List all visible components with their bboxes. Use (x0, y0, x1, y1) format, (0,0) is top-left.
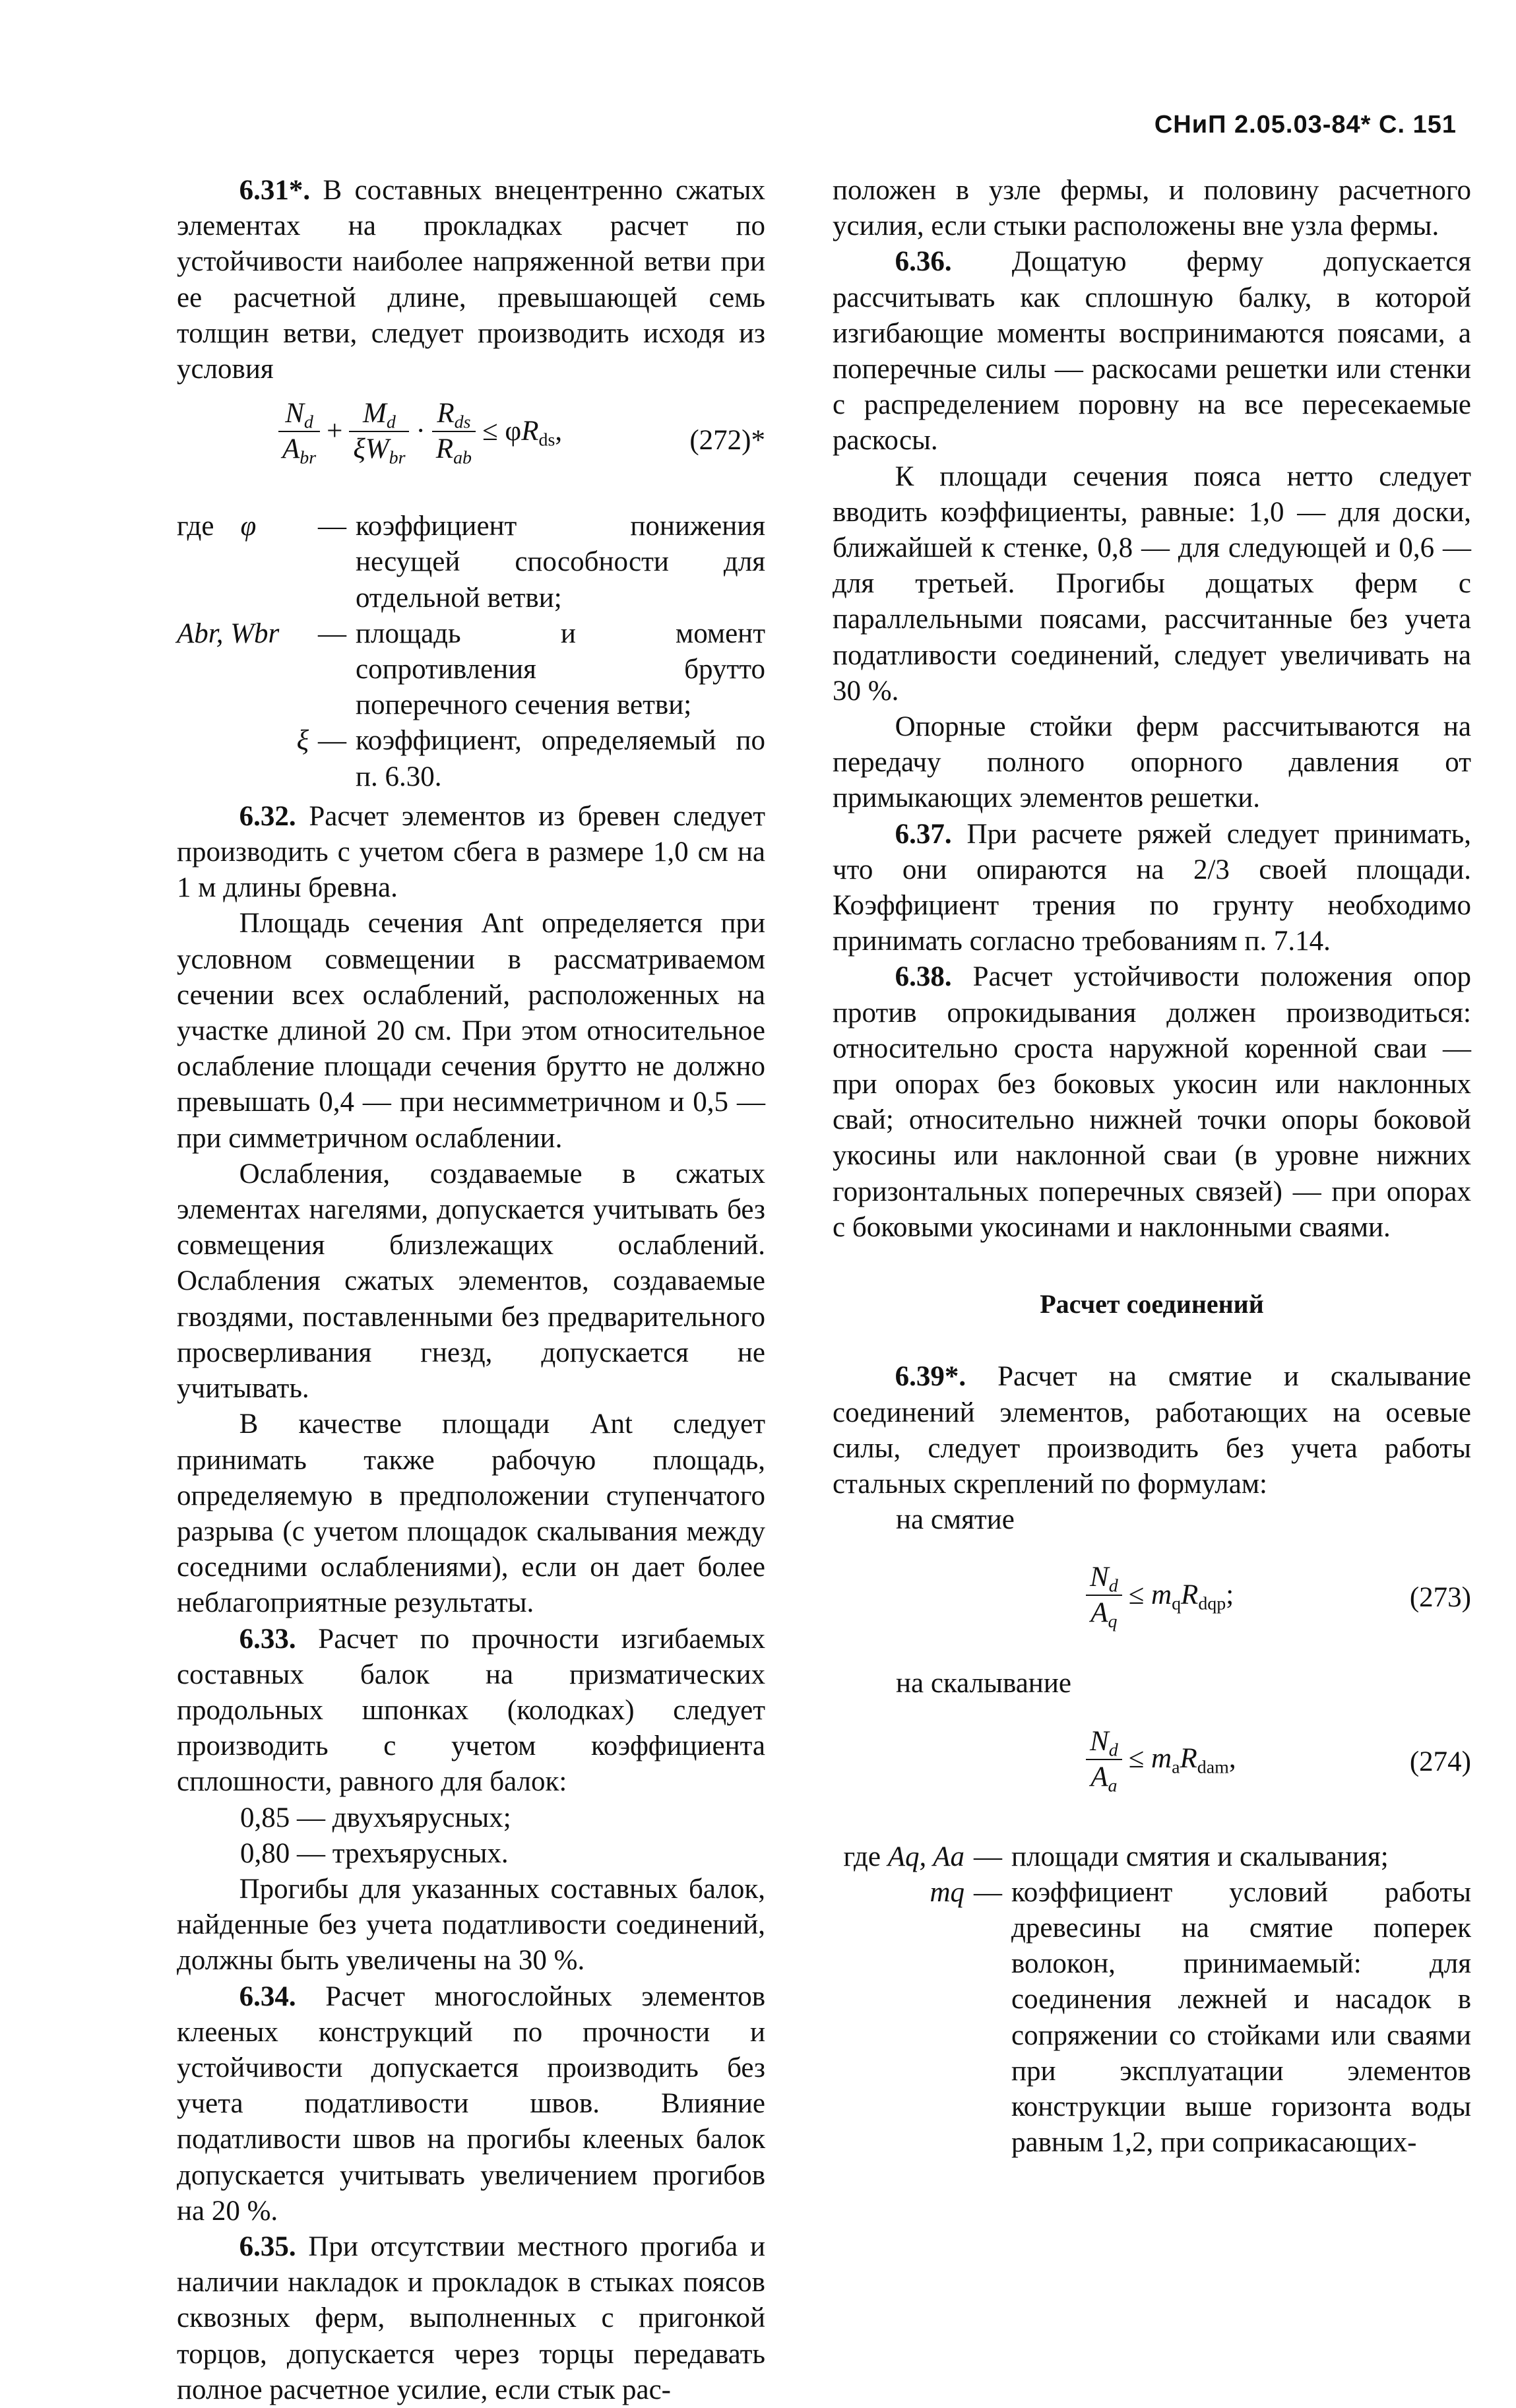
paragraph-6-35 (177, 2229, 765, 2408)
formula-274 (833, 1725, 1471, 1823)
definition-text: коэффициент условий работы древесины на смятие поперек волокон, принимаемый: для соединения лежней и насадок в сопряжении со стойками или сваями при эксплуатации элементов конструкции выше горизонта воды равным 1,2, при соприкасающих- (1011, 1876, 1471, 2159)
paragraph-text: Расчет элементов из бревен следует производить с учетом сбега в размере 1,0 см на 1 м длины бревна. (177, 800, 765, 904)
formula-273 (833, 1560, 1471, 1653)
definition-row: где φ — коэффициент понижения несущей способности для отдельной ветви; (177, 509, 765, 616)
definition-symbol: φ (240, 511, 257, 542)
formula-272 (177, 396, 765, 502)
paragraph-text: Расчет многослойных элементов клееных конструкций по прочности и устойчивости допускается производить без учета податливости швов. Влияние податливости швов на прогибы клееных балок допускается учитывать увеличением прогибов на 20 %. (177, 1980, 765, 2227)
formula-label: на смятие (896, 1504, 1015, 1536)
clause-number: 6.36. (895, 246, 952, 278)
paragraph-6-34 (177, 1979, 765, 2229)
formula-label: на скалывание (896, 1668, 1071, 1699)
paragraph: К площади сечения пояса нетто следует вводить коэффициенты, равные: 1,0 — для доски, ближайшей к стенке, 0,8 — для следующей и 0,6 — для третьей. Прогибы дощатых ферм с параллельными поясами, рассчитанные без учета податливости соединений, следует увеличивать на 30 %. (833, 460, 1471, 707)
definition-symbol: mq (930, 1876, 964, 1908)
definition-row: ξ — коэффициент, определяемый по п. 6.30. (177, 723, 765, 794)
paragraph: положен в узле фермы, и половину расчетного усилия, если стыки расположены вне узла фермы. (833, 175, 1471, 242)
paragraph: Площадь сечения Ant определяется при условном совмещении в рассматриваемом сечении всех ослаблений, расположенных на участке длиной 20 см. При этом относительное ослабление площади сечения брутто не должно превышать 0,4 — при несимметричном и 0,5 — при симметричном ослаблении. (177, 908, 765, 1154)
page-header: СНиП 2.05.03-84* С. 151 (1154, 111, 1457, 139)
definition-text: коэффициент понижения несущей способности для отдельной ветви; (356, 511, 765, 614)
definition-symbol: Abr, Wbr (177, 618, 280, 649)
formula-expression: $\frac{N_d}{A_{br}}$ + $\frac{M_d}{\xi W_{br}}$ · $\frac{R_{ds}}{R_{ab}}$ ≤ $\varphi R_{ds}$, (276, 396, 566, 466)
section-title: Расчет соединений (1040, 1289, 1264, 1319)
definition-symbol: Aq, Aa (887, 1841, 964, 1872)
right-column (833, 173, 1471, 2161)
defs-intro: где (177, 511, 214, 542)
clause-number: 6.34. (239, 1980, 296, 2012)
paragraph-6-32 (177, 799, 765, 906)
paragraph-text: Расчет по прочности изгибаемых составных балок на призматических продольных шпонках (колодках) следует производить с учетом коэффициента сплошности, равного для балок: (177, 1623, 765, 1798)
definition-text: коэффициент, определяемый по п. 6.30. (356, 725, 765, 792)
clause-number: 6.35. (239, 2231, 296, 2262)
paragraph: Ослабления, создаваемые в сжатых элементах нагелями, допускается учитывать без совмещения близлежащих ослаблений. Ослабления сжатых элементов, создаваемые гвоздями, поставленными без предварительного просверливания гнезд, допускается не учитывать. (177, 1158, 765, 1405)
list-item: 0,85 — двухъярусных; (240, 1802, 511, 1833)
paragraph-text: При расчете ряжей следует принимать, что они опираются на 2/3 своей площади. Коэффициент трения по грунту необходимо принимать согласно требованиям п. 7.14. (833, 818, 1471, 957)
paragraph-6-39 (833, 1359, 1471, 1502)
paragraph: Прогибы для указанных составных балок, найденные без учета податливости соединений, должны быть увеличены на 30 %. (177, 1873, 765, 1977)
equation-number: (273) (1409, 1582, 1471, 1614)
paragraph-text: Расчет на смятие и скалывание соединений элементов, работающих на осевые силы, следует производить без учета работы стальных скреплений по формулам: (833, 1361, 1471, 1500)
paragraph-text: Дощатую ферму допускается рассчитывать как сплошную балку, в которой изгибающие моменты воспринимаются поясами, а поперечные силы — раскосами решетки или стенки с распределением поровну на все пересекаемые раскосы. (833, 246, 1471, 457)
equation-number: (274) (1409, 1746, 1471, 1777)
clause-number: 6.33. (239, 1623, 296, 1655)
equation-number: (272)* (689, 425, 765, 457)
list-item: 0,80 — трехъярусных. (240, 1837, 509, 1869)
paragraph: Опорные стойки ферм рассчитываются на передачу полного опорного давления от примыкающих элементов решетки. (833, 711, 1471, 814)
definition-row: mq — коэффициент условий работы древесины на смятие поперек волокон, принимаемый: для соединения лежней и насадок в сопряжении со стойками или сваями при эксплуатации элементов конструкции выше горизонта воды равным 1,2, при соприкасающих- (833, 1875, 1471, 2161)
left-column (177, 173, 765, 2408)
definition-row: Abr, Wbr — площадь и момент сопротивления брутто поперечного сечения ветви; (177, 616, 765, 724)
paragraph-text: При отсутствии местного прогиба и наличии накладок и прокладок в стыках поясов сквозных ферм, выполненных с пригонкой торцов, допускается через торцы передавать полное расчетное усилие, если стык рас- (177, 2231, 765, 2405)
definition-text: площади смятия и скалывания; (1011, 1841, 1389, 1872)
paragraph-6-38 (833, 959, 1471, 1246)
formula-expression: $\frac{N_d}{A_q}$ ≤ $m_qR_{dqp}$; (1083, 1560, 1238, 1630)
paragraph-text: В составных внецентренно сжатых элементах на прокладках расчет по устойчивости наиболее напряженной ветви при ее расчетной длине, превышающей семь толщин ветви, следует производить исходя из условия (177, 175, 765, 385)
clause-number: 6.31*. (239, 175, 311, 206)
symbol-definitions (177, 509, 765, 795)
definition-text: площадь и момент сопротивления брутто поперечного сечения ветви; (356, 618, 765, 721)
formula-expression: $\frac{N_d}{A_a}$ ≤ $m_aR_{dam}$, (1083, 1725, 1240, 1794)
paragraph-6-36 (833, 244, 1471, 459)
clause-number: 6.37. (895, 818, 952, 850)
paragraph-6-31 (177, 173, 765, 387)
defs-intro: где (843, 1841, 881, 1872)
clause-number: 6.39*. (895, 1361, 966, 1393)
definition-row: где Aq, Aa — площади смятия и скалывания; (833, 1839, 1471, 1875)
paragraph: В качестве площади Ant следует принимать также рабочую площадь, определяемую в предположении ступенчатого разрыва (с учетом площадок скалывания между соседними ослаблениями), если он дает более неблагоприятные результаты. (177, 1409, 765, 1619)
paragraph-text: Расчет устойчивости положения опор против опрокидывания должен производиться: относительно сроста наружной коренной сваи — при опорах без боковых укосин или наклонных свай; относительно нижней точки опоры боковой укосины или наклонной сваи (в уровне нижних горизонтальных поперечных связей) — при опорах с боковыми укосинами и наклонными сваями. (833, 961, 1471, 1243)
clause-number: 6.32. (239, 800, 296, 832)
paragraph-6-37 (833, 817, 1471, 960)
symbol-definitions (833, 1839, 1471, 2161)
definition-symbol: ξ (296, 725, 309, 757)
clause-number: 6.38. (895, 961, 952, 993)
paragraph-6-33 (177, 1622, 765, 1800)
